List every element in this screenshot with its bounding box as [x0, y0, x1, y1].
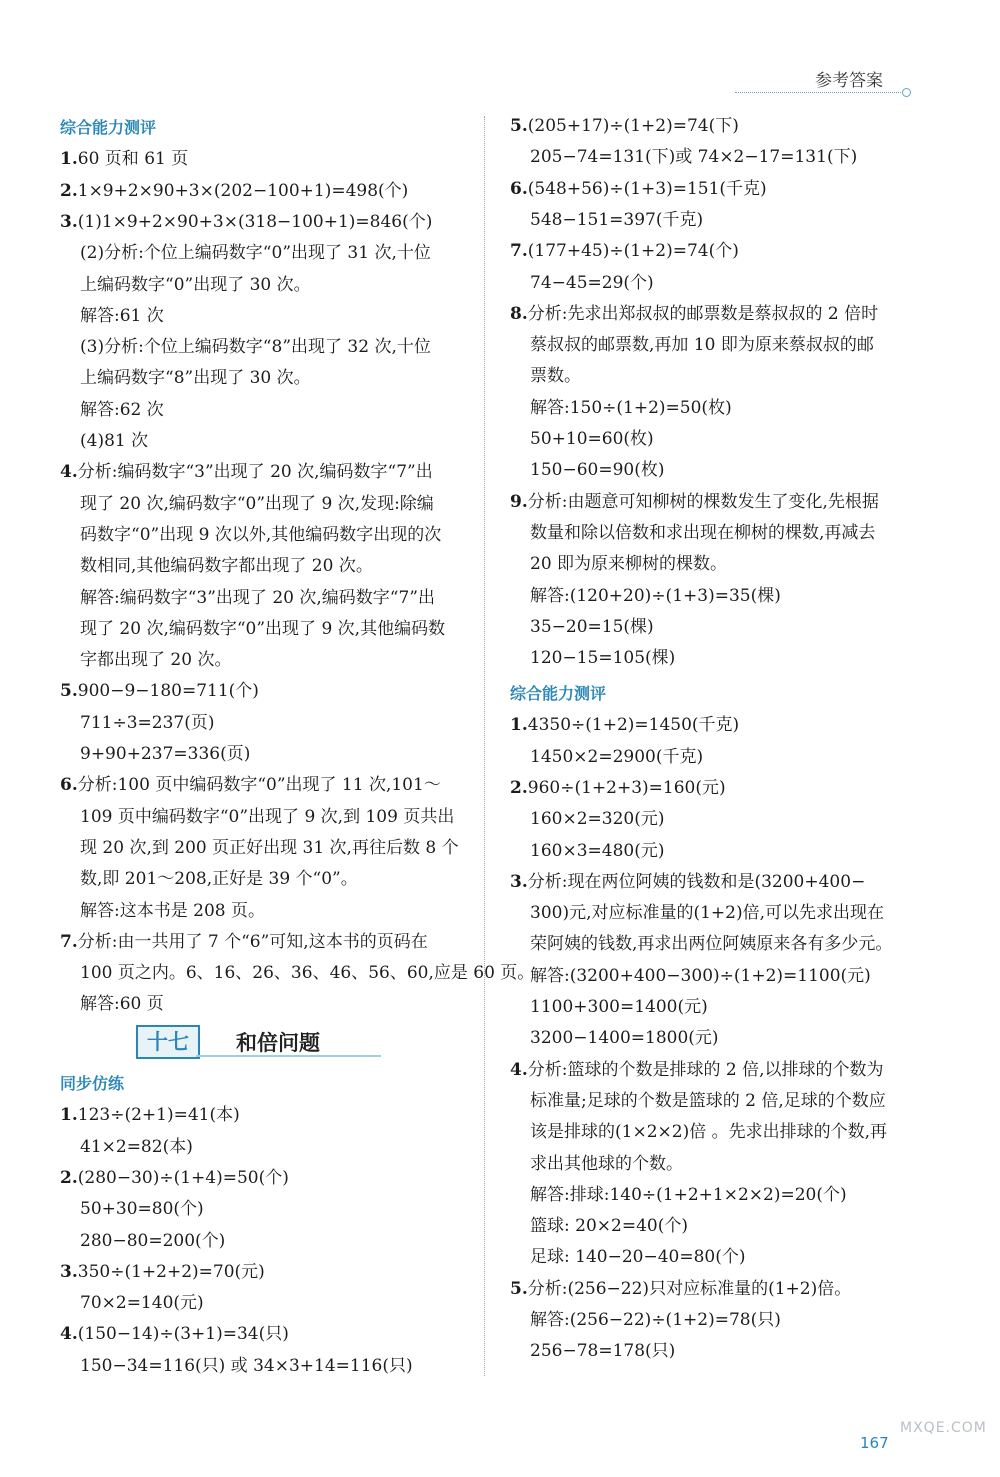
answer-item [60, 773, 441, 797]
answer-text: (205+17)÷(1+2)=74(下) [527, 116, 739, 136]
answer-text: 分析:篮球的个数是排球的 2 倍,以排球的个数为 [527, 1059, 884, 1080]
answer-text: 160×2=320(元) [530, 809, 665, 830]
answer-text: 蔡叔叔的邮票数,再加 10 即为原来蔡叔叔的邮 [530, 335, 874, 356]
answer-text: 现了 20 次,编码数字“0”出现了 9 次,发现:除编 [80, 493, 434, 514]
item-number: 2. [60, 180, 78, 201]
item-number: 3. [60, 1261, 78, 1282]
answer-text: 分析:(256−22)只对应标准量的(1+2)倍。 [527, 1278, 852, 1299]
answer-line [80, 899, 265, 923]
answer-line [530, 839, 664, 863]
answer-text: 60 页和 61 页 [77, 149, 189, 170]
answer-item [60, 460, 433, 484]
item-number: 1. [60, 1105, 78, 1126]
item-number: 9. [510, 491, 528, 512]
answer-text: 解答:60 页 [80, 994, 164, 1015]
answer-text: 解答:编码数字“3”出现了 20 次,编码数字“7”出 [80, 587, 435, 608]
answer-line [80, 241, 431, 265]
answer-item [60, 1103, 240, 1127]
chapter-underline [196, 1055, 381, 1057]
answer-line [80, 1291, 204, 1315]
answer-text: 篮球: 20×2=40(个) [530, 1216, 688, 1237]
answer-item [510, 1058, 884, 1082]
answer-item [60, 1322, 289, 1346]
section-heading: 同步仿练 [60, 1074, 125, 1093]
answer-line [530, 208, 703, 232]
answer-text: 字都出现了 20 次。 [80, 650, 232, 671]
answer-item [510, 239, 739, 263]
answer-line [530, 901, 884, 925]
answer-text: 解答:61 次 [80, 305, 164, 326]
header-title: 参考答案 [815, 71, 883, 91]
answer-line [80, 867, 358, 891]
answer-text: 109 页中编码数字“0”出现了 9 次,到 109 页共出 [80, 806, 455, 827]
answer-line [530, 1120, 887, 1144]
answer-text: 160×3=480(元) [530, 840, 665, 861]
answer-text: 300)元,对应标准量的(1+2)倍,可以先求出现在 [530, 903, 885, 924]
answer-line [80, 805, 454, 829]
answer-line [530, 745, 703, 769]
answer-text: 41×2=82(本) [80, 1136, 193, 1157]
answer-text: 4350÷(1+2)=1450(千克) [527, 715, 740, 736]
answer-text: 50+10=60(枚) [530, 429, 654, 449]
answer-line [530, 1245, 745, 1269]
answer-text: 分析:编码数字“3”出现了 20 次,编码数字“7”出 [77, 462, 433, 483]
answer-text: 35−20=15(棵) [530, 616, 654, 637]
answer-line [80, 586, 435, 610]
answer-text: 分析:100 页中编码数字“0”出现了 11 次,101～ [77, 775, 441, 796]
answer-text: (2)分析:个位上编码数字“0”出现了 31 次,十位 [80, 243, 431, 264]
answer-item [510, 1277, 851, 1301]
answer-line [530, 964, 871, 988]
answer-line [530, 364, 581, 388]
answer-text: 548−151=397(千克) [530, 209, 704, 230]
item-number: 5. [510, 1278, 528, 1299]
answer-line [80, 304, 164, 328]
answer-text: 150−34=116(只) 或 34×3+14=116(只) [80, 1355, 413, 1376]
answer-line [80, 429, 148, 453]
answer-text: 1100+300=1400(元) [530, 997, 708, 1017]
answer-line [530, 932, 892, 956]
answer-line [80, 366, 311, 390]
answer-text: 960÷(1+2+3)=160(元) [527, 777, 726, 798]
answer-text: 现了 20 次,编码数字“0”出现了 9 次,其他编码数 [80, 618, 446, 639]
answer-text: 350÷(1+2+2)=70(元) [77, 1261, 265, 1282]
answer-line [80, 961, 534, 985]
answer-line [530, 1214, 688, 1238]
answer-item [510, 302, 878, 326]
chapter-title: 和倍问题 [236, 1031, 320, 1055]
answer-line [530, 1089, 886, 1113]
answer-text: (1)1×9+2×90+3×(318−100+1)=846(个) [77, 211, 433, 232]
answer-text: 数量和除以倍数和求出现在柳树的棵数,再减去 [530, 522, 876, 543]
item-number: 1. [60, 149, 78, 170]
answer-text: 解答:(3200+400−300)÷(1+2)=1100(元) [530, 965, 871, 986]
item-number: 4. [510, 1059, 528, 1080]
answer-text: 该是排球的(1×2×2)倍 。先求出排球的个数,再 [530, 1122, 888, 1143]
answer-line [80, 335, 431, 359]
answer-line [80, 1354, 413, 1378]
answer-text: 解答:(256−22)÷(1+2)=78(只) [530, 1310, 781, 1330]
answer-line [530, 333, 874, 357]
answer-line [530, 1308, 781, 1332]
item-number: 5. [60, 681, 78, 702]
answer-line [80, 523, 441, 547]
answer-text: (4)81 次 [80, 431, 149, 451]
answer-line [530, 615, 654, 639]
answer-item [510, 177, 767, 201]
answer-text: 上编码数字“0”出现了 30 次。 [80, 274, 311, 295]
answer-text: 解答:150÷(1+2)=50(枚) [530, 397, 732, 418]
answer-item [60, 179, 408, 203]
chapter-number: 十七 [136, 1025, 200, 1059]
answer-text: 足球: 140−20−40=80(个) [530, 1247, 746, 1268]
answer-text: 711÷3=237(页) [80, 712, 215, 733]
answer-text: 分析:由题意可知柳树的棵数发生了变化,先根据 [527, 491, 879, 512]
answer-text: 荣阿姨的钱数,再求出两位阿姨原来各有多少元。 [530, 934, 893, 955]
answer-line [530, 1152, 683, 1176]
answer-text: 分析:由一共用了 7 个“6”可知,这本书的页码在 [77, 931, 428, 952]
answer-text: 票数。 [530, 366, 581, 387]
answer-item [60, 210, 432, 234]
answer-text: 解答:62 次 [80, 399, 164, 420]
answer-item [510, 776, 726, 800]
item-number: 4. [60, 1324, 78, 1345]
answer-line [80, 273, 311, 297]
answer-text: (177+45)÷(1+2)=74(个) [527, 241, 739, 262]
answer-line [530, 1339, 675, 1363]
answer-text: 120−15=105(棵) [530, 648, 676, 669]
answer-line [530, 396, 732, 420]
answer-line [530, 552, 727, 576]
item-number: 6. [510, 178, 528, 199]
answer-item [60, 679, 259, 703]
answer-text: 上编码数字“8”出现了 30 次。 [80, 368, 311, 389]
answer-line [80, 554, 373, 578]
answer-line [80, 398, 164, 422]
answer-line [530, 1183, 847, 1207]
answer-line [530, 145, 857, 169]
answer-text: 求出其他球的个数。 [530, 1153, 683, 1174]
answer-line [80, 711, 214, 735]
answer-line [80, 836, 459, 860]
answer-text: 数相同,其他编码数字都出现了 20 次。 [80, 556, 373, 577]
item-number: 3. [60, 211, 78, 232]
answer-text: 数,即 201～208,正好是 39 个“0”。 [80, 869, 358, 890]
item-number: 4. [60, 462, 78, 483]
answer-line [530, 1026, 719, 1050]
answer-item [510, 114, 739, 138]
answer-text: 205−74=131(下)或 74×2−17=131(下) [530, 147, 858, 168]
item-number: 2. [510, 777, 528, 798]
item-number: 7. [60, 931, 78, 952]
answer-item [510, 870, 865, 894]
answer-text: 3200−1400=1800(元) [530, 1028, 719, 1049]
chapter-heading [136, 1023, 386, 1059]
answer-text: 256−78=178(只) [530, 1341, 676, 1362]
page-number: 167 [860, 1434, 889, 1452]
answer-line [530, 521, 875, 545]
answer-text: (280−30)÷(1+4)=50(个) [77, 1167, 289, 1188]
item-number: 1. [510, 715, 528, 736]
answer-line [80, 492, 434, 516]
answer-text: 分析:现在两位阿姨的钱数和是(3200+400− [527, 871, 866, 892]
answer-line [530, 807, 664, 831]
answer-text: 码数字“0”出现 9 次以外,其他编码数字出现的次 [80, 524, 442, 545]
answer-line [530, 271, 654, 295]
answer-line [80, 617, 445, 641]
answer-line [80, 1229, 225, 1253]
answer-text: 标准量;足球的个数是篮球的 2 倍,足球的个数应 [530, 1090, 886, 1111]
watermark-text: MXQE.COM [900, 1420, 987, 1436]
answer-item [60, 1166, 289, 1190]
item-number: 7. [510, 241, 528, 262]
answer-text: 解答:排球:140÷(1+2+1×2×2)=20(个) [530, 1184, 847, 1205]
answer-line [530, 584, 781, 608]
answer-text: 解答:(120+20)÷(1+3)=35(棵) [530, 585, 781, 606]
header-dot-icon [902, 88, 911, 97]
answer-line [80, 1135, 193, 1159]
answer-item [510, 490, 879, 514]
answer-line [530, 427, 654, 451]
answer-text: 50+30=80(个) [80, 1199, 204, 1220]
answer-text: 100 页之内。6、16、26、36、46、56、60,应是 60 页。 [80, 963, 535, 984]
answer-line [530, 458, 664, 482]
answer-text: (150−14)÷(3+1)=34(只) [77, 1324, 289, 1345]
item-number: 8. [510, 303, 528, 324]
answer-text: 解答:这本书是 208 页。 [80, 900, 265, 921]
answer-text: 20 即为原来柳树的棵数。 [530, 554, 728, 575]
answer-text: (548+56)÷(1+3)=151(千克) [527, 178, 767, 199]
section-heading: 综合能力测评 [60, 118, 157, 137]
item-number: 3. [510, 871, 528, 892]
answer-line [80, 648, 231, 672]
answer-line [80, 1197, 204, 1221]
answer-line [80, 992, 164, 1016]
answer-text: 74−45=29(个) [530, 272, 654, 293]
section-heading: 综合能力测评 [510, 684, 607, 703]
answer-line [530, 995, 708, 1019]
answer-text: 123÷(2+1)=41(本) [77, 1105, 240, 1126]
answer-text: 70×2=140(元) [80, 1293, 204, 1314]
answer-text: 150−60=90(枚) [530, 460, 665, 481]
answer-item [60, 930, 428, 954]
answer-text: 1×9+2×90+3×(202−100+1)=498(个) [77, 180, 409, 201]
answer-line [530, 646, 675, 670]
column-divider [484, 116, 485, 1376]
answer-text: 分析:先求出郑叔叔的邮票数是蔡叔叔的 2 倍时 [527, 303, 879, 324]
answer-text: 1450×2=2900(千克) [530, 746, 704, 767]
answer-item [510, 713, 739, 737]
answer-text: (3)分析:个位上编码数字“8”出现了 32 次,十位 [80, 337, 431, 358]
item-number: 6. [60, 775, 78, 796]
answer-text: 9+90+237=336(页) [80, 744, 251, 764]
answer-line [80, 742, 250, 766]
answer-text: 280−80=200(个) [80, 1230, 226, 1251]
answer-text: 现 20 次,到 200 页正好出现 31 次,再往后数 8 个 [80, 837, 459, 858]
header-rule [735, 92, 905, 93]
item-number: 2. [60, 1167, 78, 1188]
answer-item [60, 1260, 265, 1284]
answer-item [60, 147, 188, 171]
item-number: 5. [510, 116, 528, 136]
answer-text: 900−9−180=711(个) [77, 681, 259, 702]
